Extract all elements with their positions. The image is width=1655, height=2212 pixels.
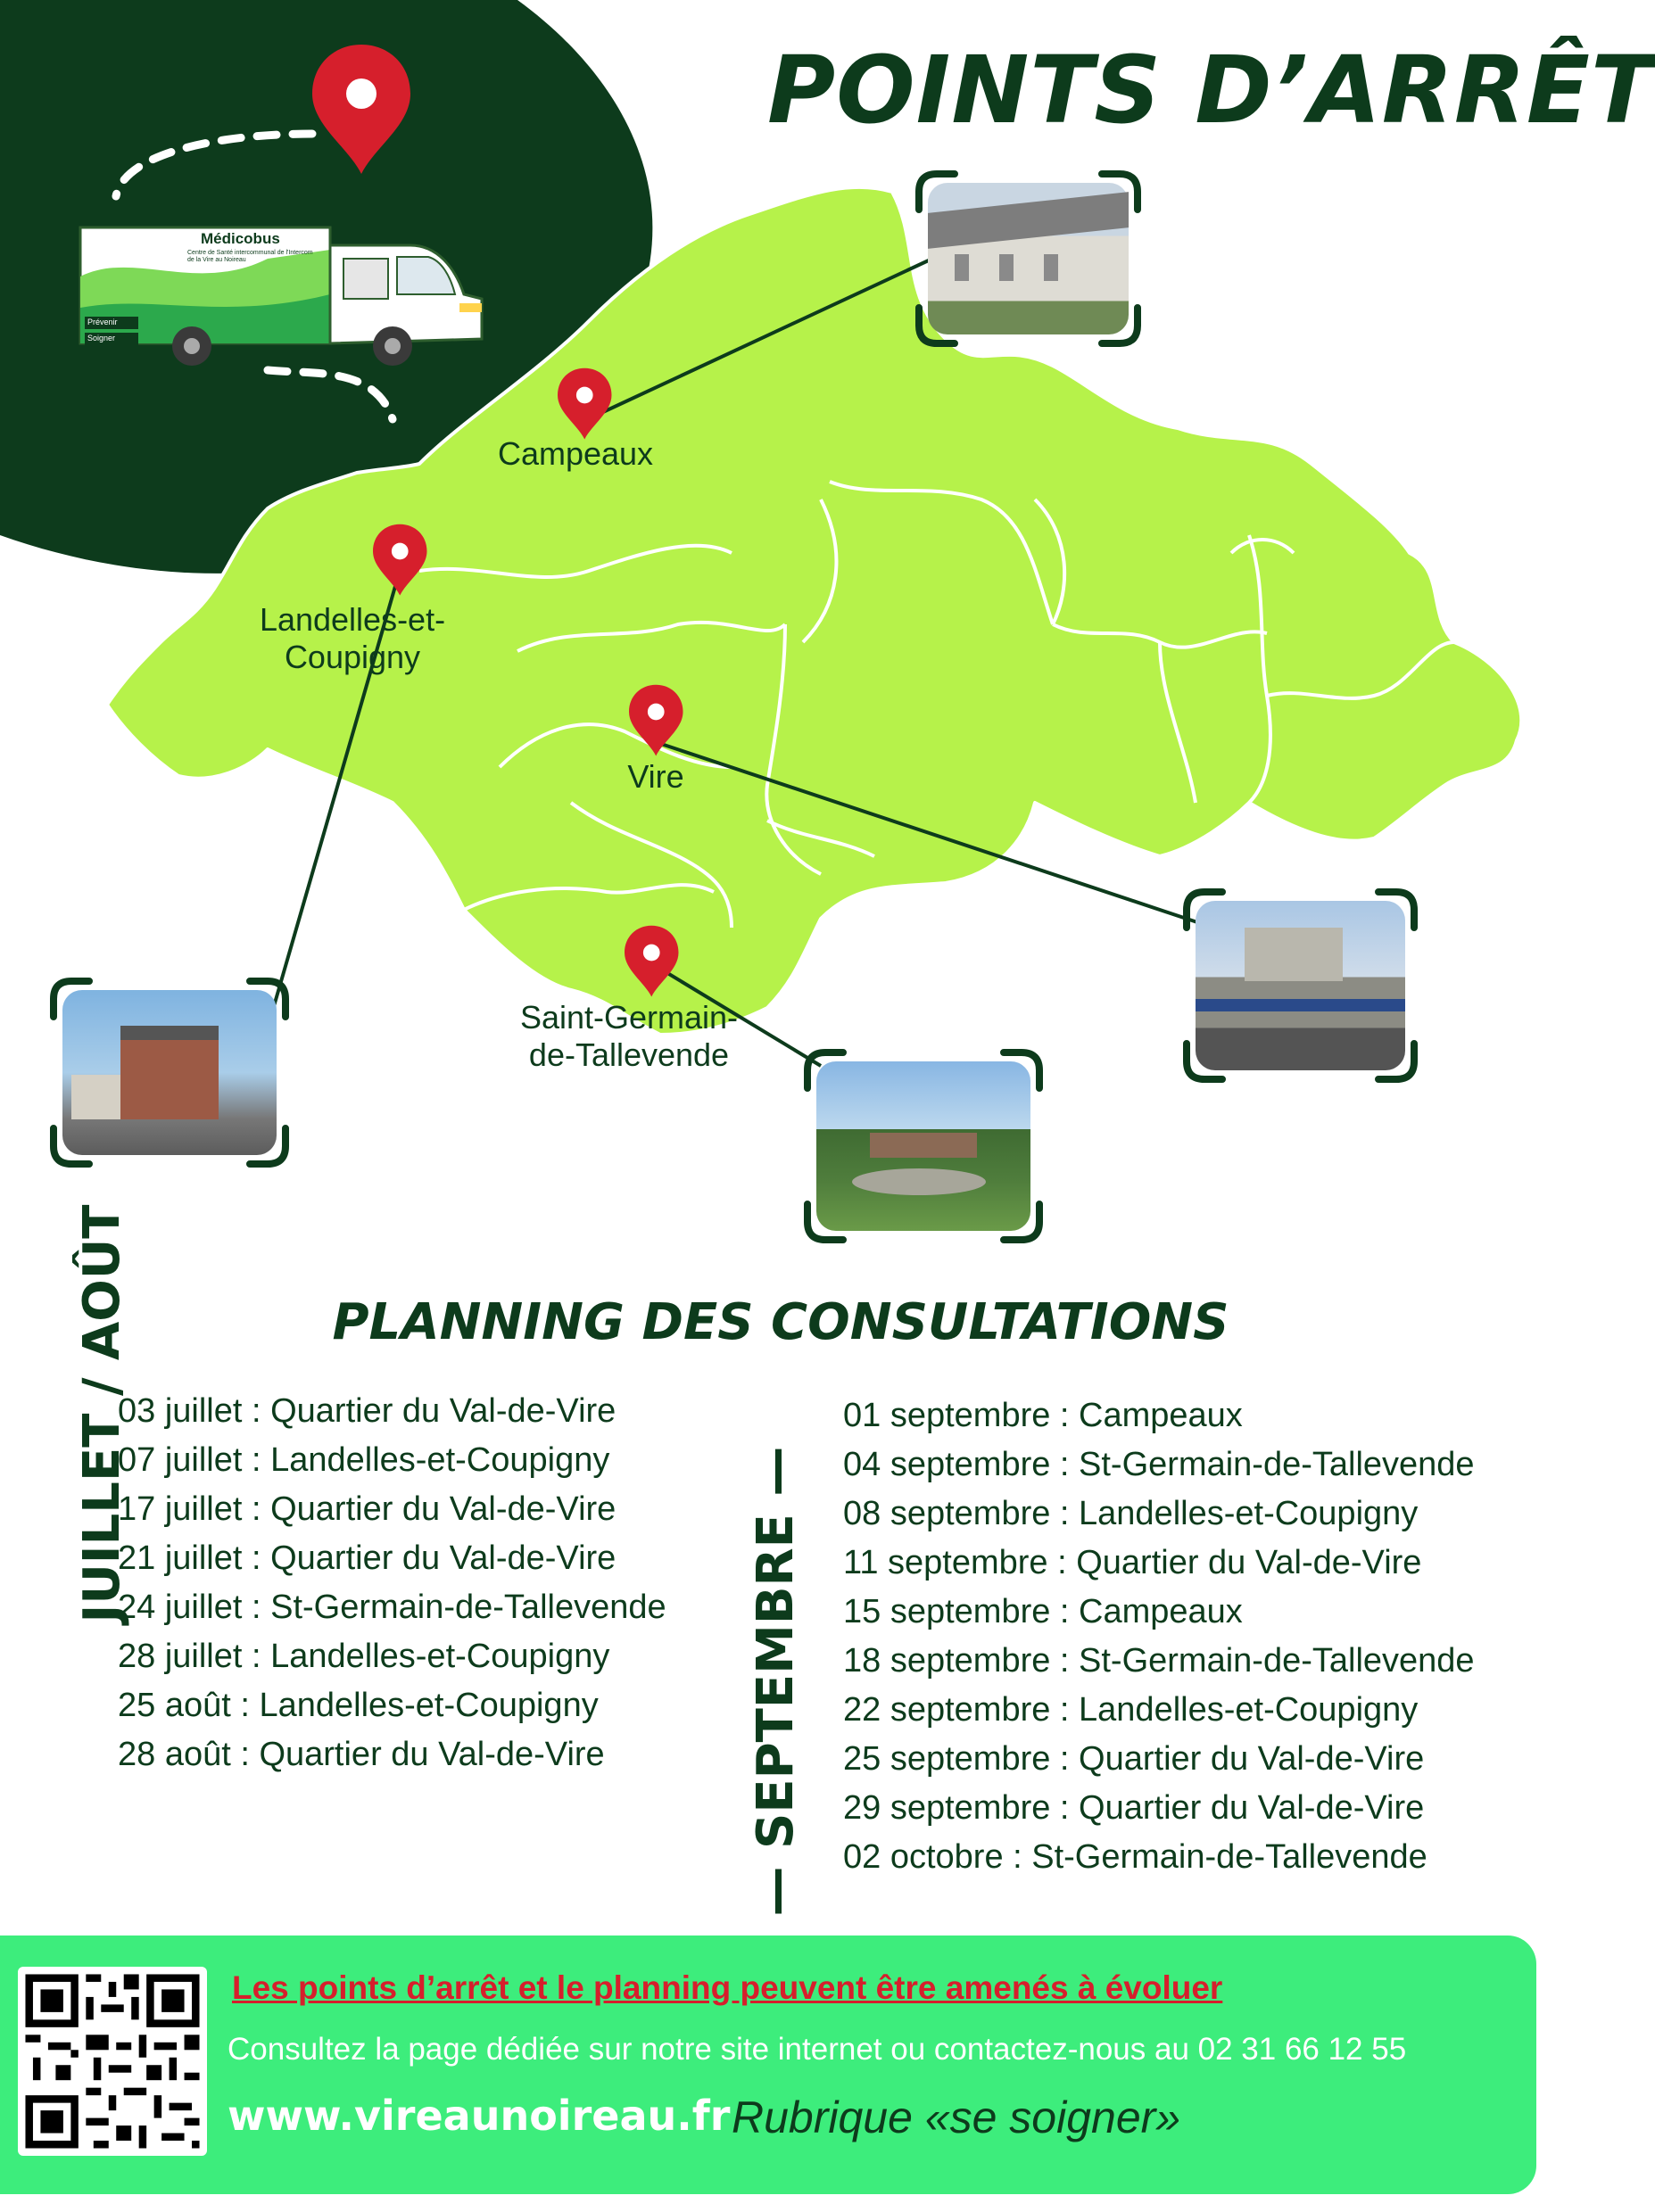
place-label-vire: Vire [627,758,684,795]
contact-text: Consultez la page dédiée sur notre site internet ou contactez-nous au 02 31 66 12 55 [228,2032,1407,2067]
schedule-entry: 17 juillet : Quartier du Val-de-Vire [118,1490,616,1528]
schedule-entry: 15 septembre : Campeaux [843,1593,1243,1630]
website-link[interactable]: www.vireaunoireau.fr [228,2092,731,2140]
photo-landelles [62,990,277,1155]
place-label-stgermain-2: de-Tallevende [528,1036,730,1073]
page-title: POINTS D’ARRÊT [767,36,1655,144]
schedule-entry: 18 septembre : St-Germain-de-Tallevende [843,1642,1475,1680]
place-label-stgermain-1: Saint-Germain- [519,999,739,1036]
schedule-entry: 29 septembre : Quartier du Val-de-Vire [843,1789,1425,1827]
place-label-campeaux: Campeaux [497,435,654,472]
planning-title: PLANNING DES CONSULTATIONS [332,1293,1229,1351]
schedule-entry: 22 septembre : Landelles-et-Coupigny [843,1691,1419,1729]
warning-text: Les points d’arrêt et le planning peuvent être amenés à évoluer [232,1969,1223,2006]
schedule-entry: 24 juillet : St-Germain-de-Tallevende [118,1589,666,1626]
schedule-entry: 28 juillet : Landelles-et-Coupigny [118,1638,610,1675]
schedule-entry: 03 juillet : Quartier du Val-de-Vire [118,1392,616,1430]
schedule-entry: 07 juillet : Landelles-et-Coupigny [118,1441,610,1479]
photo-campeaux [928,183,1129,334]
photo-vire [1196,901,1405,1070]
schedule-septembre [843,1391,1475,1882]
schedule-entry: 21 juillet : Quartier du Val-de-Vire [118,1539,616,1577]
qr-code-icon[interactable] [18,1967,207,2156]
schedule-entry: 25 septembre : Quartier du Val-de-Vire [843,1740,1425,1778]
schedule-entry: 11 septembre : Quartier du Val-de-Vire [843,1544,1422,1581]
label-juillet-aout: JUILLET / AOÛT [73,1204,131,1623]
place-label-landelles-1: Landelles-et- [259,601,446,638]
place-label-landelles-2: Coupigny [284,639,421,675]
bus-tag-prevenir: Prévenir [87,318,118,326]
rubrique-text: Rubrique «se soigner» [732,2092,1181,2142]
schedule-entry: 04 septembre : St-Germain-de-Tallevende [843,1446,1475,1483]
bus-tag-soigner: Soigner [87,334,116,343]
bus-brand: Médicobus [201,230,280,247]
schedule-entry: 02 octobre : St-Germain-de-Tallevende [843,1838,1427,1876]
label-septembre: — SEPTEMBRE — [747,1446,805,1917]
bus-tagline: Centre de Santé intercommunal de l'Intercom de la Vire au Noireau [187,250,313,263]
schedule-entry: 08 septembre : Landelles-et-Coupigny [843,1495,1419,1532]
schedule-juillet-aout [118,1387,666,1779]
schedule-entry: 01 septembre : Campeaux [843,1397,1243,1434]
photo-stgermain [816,1061,1030,1231]
schedule-entry: 25 août : Landelles-et-Coupigny [118,1687,599,1724]
schedule-entry: 28 août : Quartier du Val-de-Vire [118,1736,605,1773]
